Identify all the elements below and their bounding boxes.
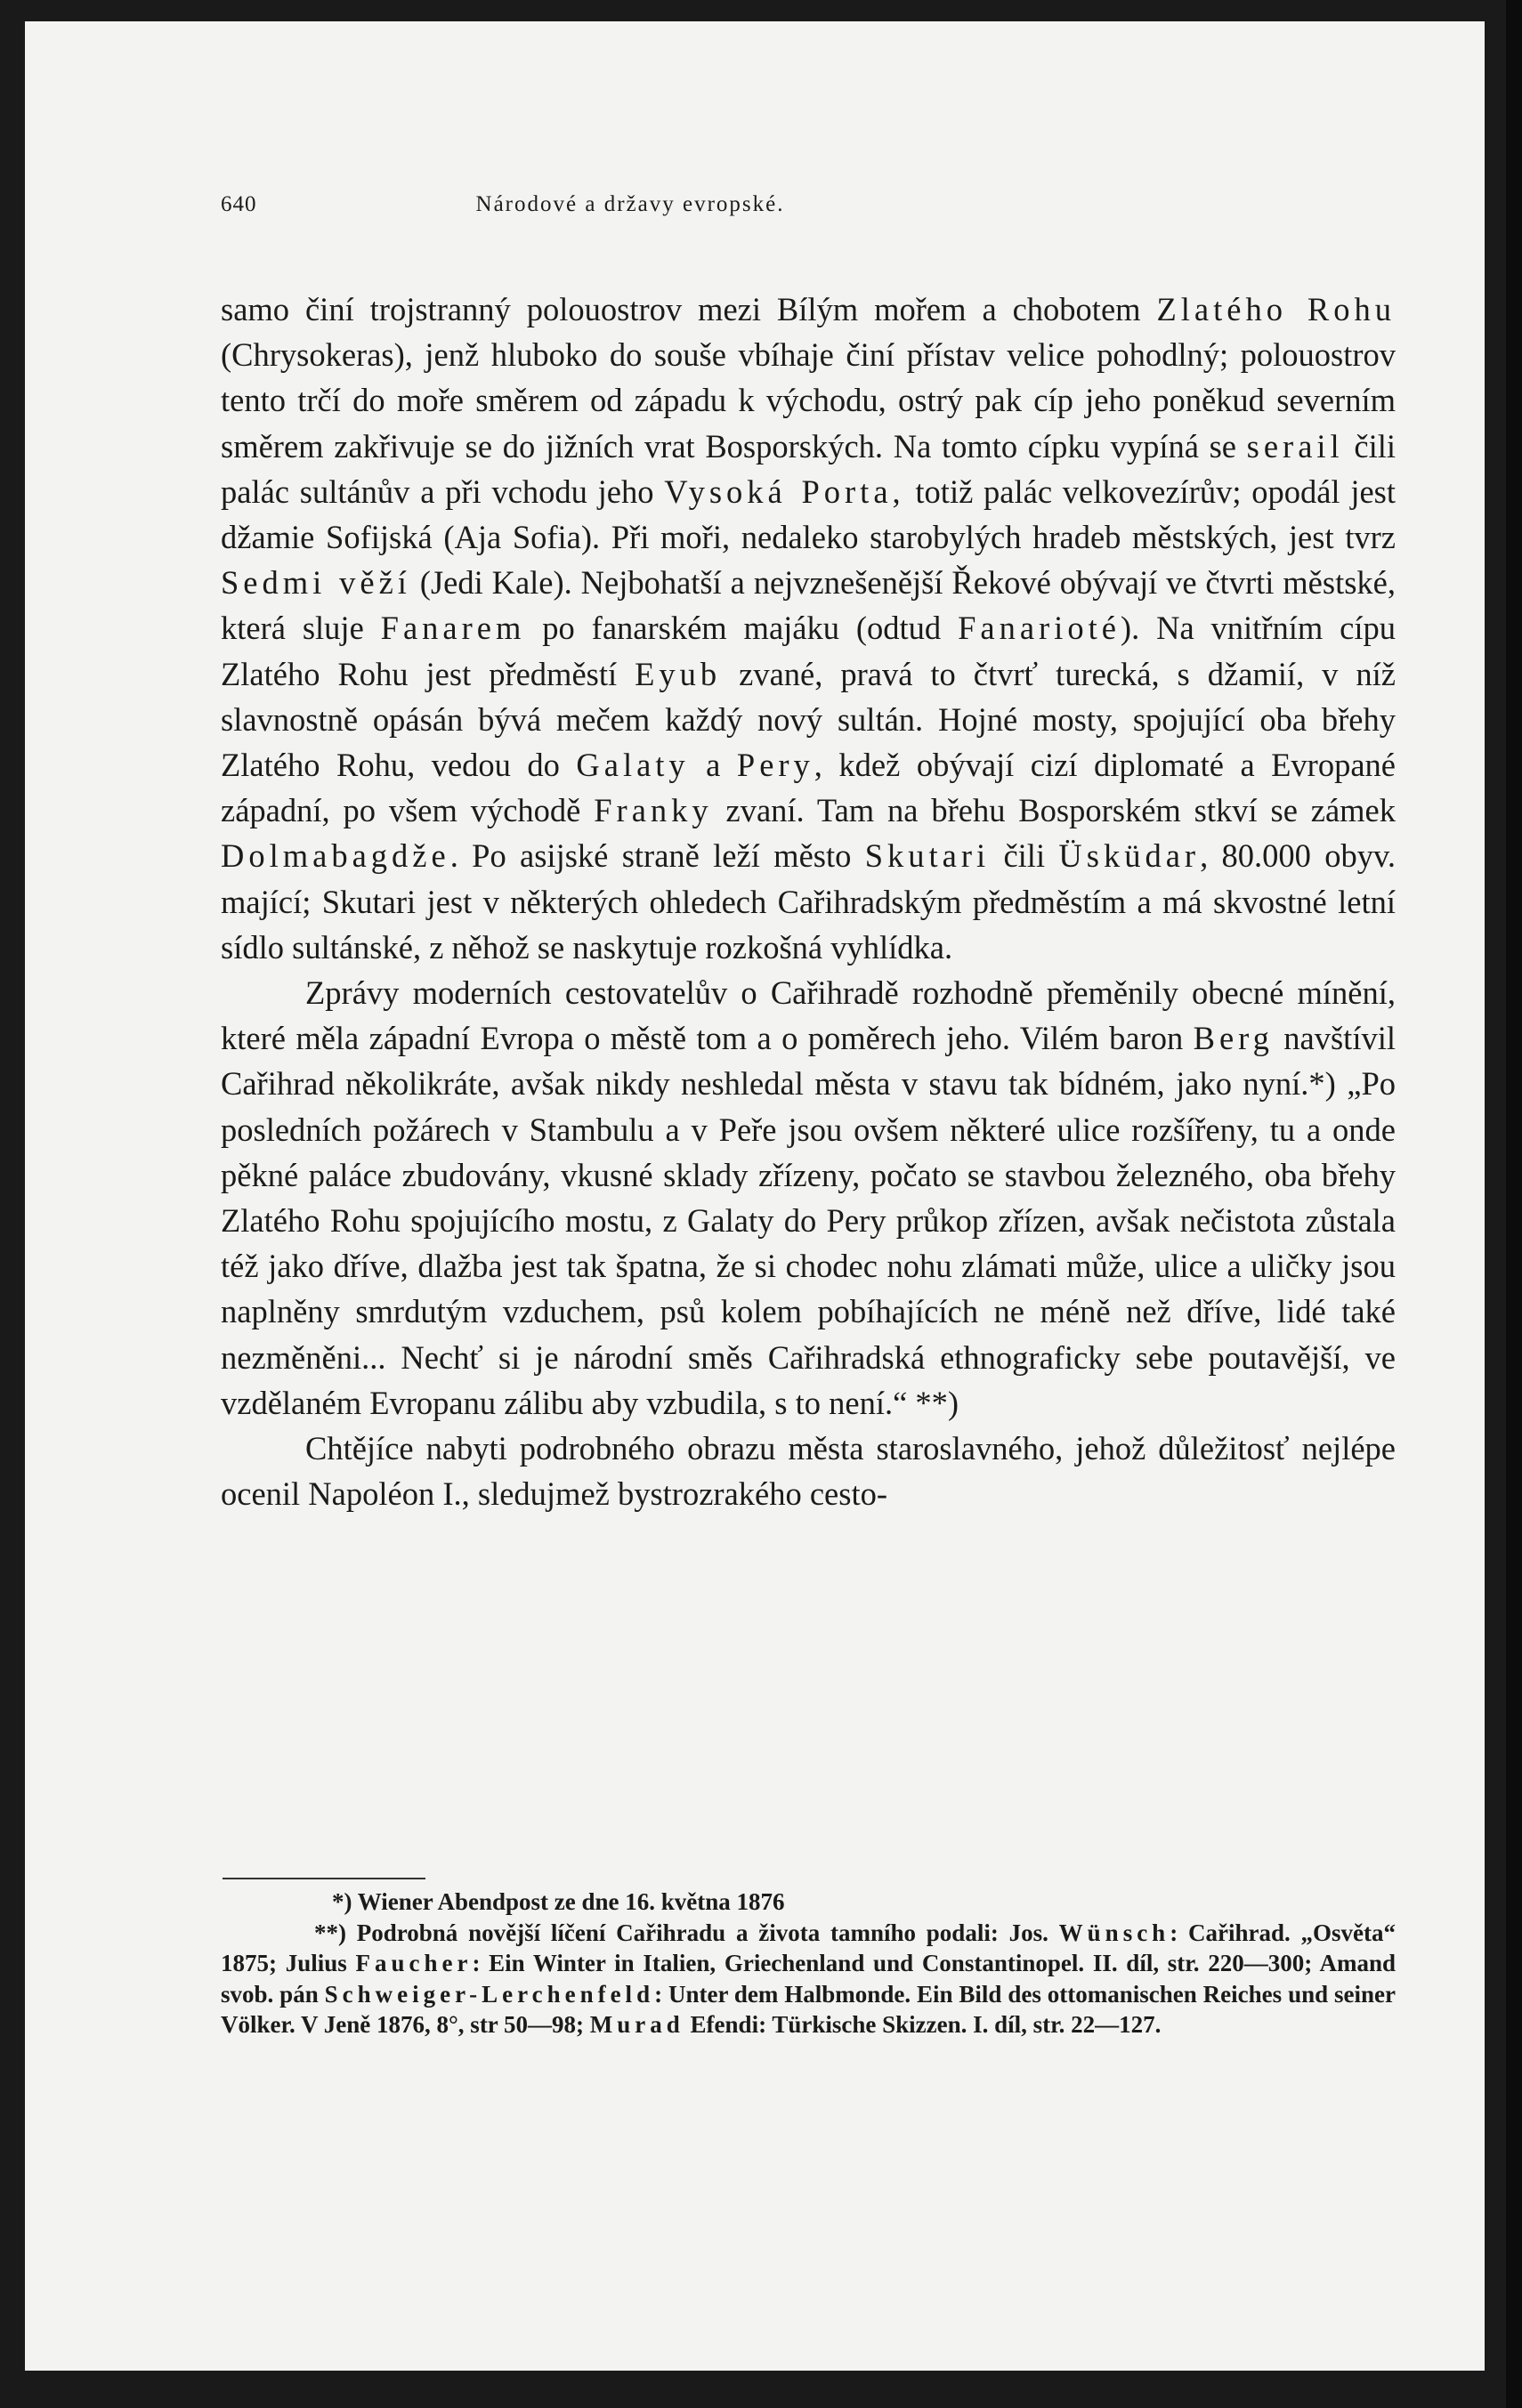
- main-text: [221, 287, 1396, 1516]
- paragraph-1: samo činí trojstranný polouostrov mezi Bílým mořem a chobotem Zlatého Rohu (Chrysokeras), jenž hluboko do souše vbíhaje činí přístav velice pohodlný; polouostrov tento trčí do moře směrem od západu k východu, ostrý pak cíp jeho poněkud severním směrem zakřivuje se do jižních vrat Bosporských. Na tomto cípku vypíná se serail čili palác sultánův a při vchodu jeho Vysoká Porta, totiž palác velkovezírův; opodál jest džamie Sofijská (Aja Sofia). Při moři, nedaleko starobylých hradeb městských, jest tvrz Sedmi věží (Jedi Kale). Nejbohatší a nejvznešenější Řekové obývají ve čtvrti městské, která sluje Fanarem po fanarském majáku (odtud Fanarioté). Na vnitřním cípu Zlatého Rohu jest předměstí Eyub zvané, pravá to čtvrť turecká, s džamií, v níž slavnostně opásán bývá mečem každý nový sultán. Hojné mosty, spojující oba břehy Zlatého Rohu, vedou do Galaty a Pery, kdež obývají cizí diplomaté a Evropané západní, po všem východě Franky zvaní. Tam na břehu Bosporském stkví se zámek Dolmabagdže. Po asijské straně leží město Skutari čili Üsküdar, 80.000 obyv. mající; Skutari jest v některých ohledech Cařihradským předměstím a má skvostné letní sídlo sultánské, z něhož se naskytuje rozkošná vyhlídka.: [221, 291, 1397, 966]
- footnotes: [221, 1887, 1396, 2040]
- scan-edge: [1506, 0, 1522, 2408]
- footnote-divider: [223, 1878, 425, 1879]
- page-number: 640: [221, 192, 257, 216]
- footnote-1: *) Wiener Abendpost ze dne 16. května 1876: [332, 1888, 785, 1915]
- running-title: Národové a državy evropské.: [475, 192, 785, 216]
- paragraph-3: Chtějíce nabyti podrobného obrazu města staroslavného, jehož důležitosť nejlépe ocenil Napoléon I., sledujmež bystrozrakého cesto-: [221, 1430, 1396, 1513]
- paragraph-2: Zprávy moderních cestovatelův o Cařihradě rozhodně přeměnily obecné mínění, které měla západní Evropa o městě tom a o poměrech jeho. Vilém baron Berg navštívil Cařihrad několikráte, avšak nikdy neshledal města v stavu tak bídném, jako nyní.*) „Po posledních požárech v Stambulu a v Peře jsou ovšem některé ulice rozšířeny, tu a onde pěkné paláce zbudovány, vkusné sklady zřízeny, počato se stavbou železného, oba břehy Zlatého Rohu spojujícího mostu, z Galaty do Pery průkop zřízen, avšak nečistota zůstala též jako dříve, dlažba jest tak špatna, že si chodec nohu zlámati může, ulice a uličky jsou naplněny smrdutým vzduchem, psů kolem pobíhajících ne méně než dříve, lidé také nezměněni... Nechť si je národní směs Cařihradská ethnograficky sebe poutavější, ve vzdělaném Evropanu zálibu aby vzbudila, s to není.“ **): [221, 974, 1396, 1421]
- footnote-2: **) Podrobná novější líčení Cařihradu a života tamního podali: Jos. Wünsch: Cařihrad. „Osvěta“ 1875; Julius Faucher: Ein Winter in Italien, Griechenland und Constantinopel. II. díl, str. 220—300; Amand svob. pán Schweiger-Lerchenfeld: Unter dem Halbmonde. Ein Bild des ottomanischen Reiches und seiner Völker. V Jeně 1876, 8°, str 50—98; Murad Efendi: Türkische Skizzen. I. díl, str. 22—127.: [221, 1919, 1396, 2039]
- book-page: [25, 21, 1485, 2371]
